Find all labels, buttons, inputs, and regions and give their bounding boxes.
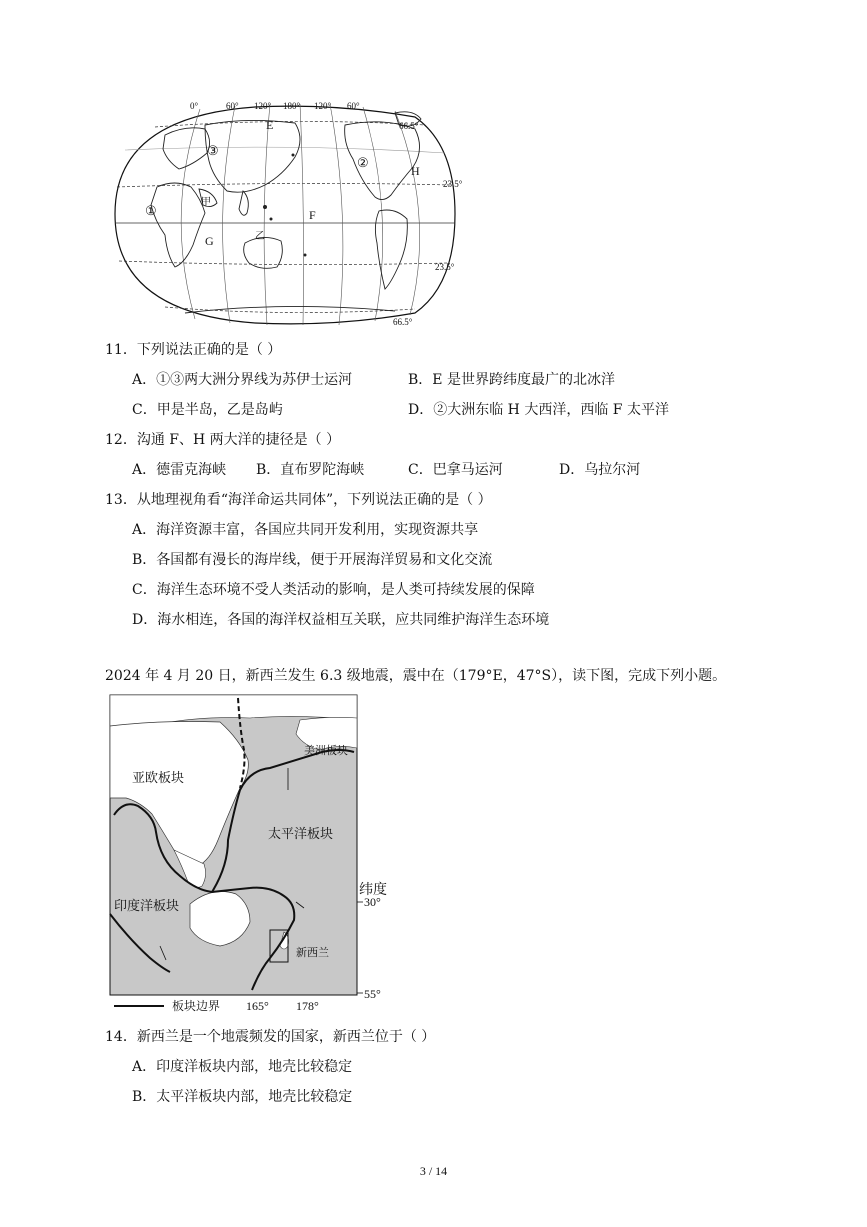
- legend-label: 板块边界: [172, 999, 221, 1012]
- q14-option-b[interactable]: B．太平洋板块内部，地壳比较稳定: [132, 1089, 353, 1105]
- label-lat-30: 30°: [364, 895, 381, 909]
- asia-outline: [205, 120, 300, 192]
- island-dot: [263, 205, 267, 209]
- label-america-plate: 美洲板块: [304, 745, 348, 757]
- label-c3: ③: [207, 143, 219, 158]
- q12-stem: 12．沟通 F、H 两大洋的捷径是（ ）: [105, 432, 341, 448]
- q12-option-c[interactable]: C．巴拿马运河: [408, 462, 503, 478]
- lon-label: 0°: [190, 101, 199, 111]
- q11-option-c[interactable]: C．甲是半岛，乙是岛屿: [132, 402, 283, 418]
- island-dot: [270, 218, 273, 221]
- north-america-outline: [345, 122, 420, 200]
- label-pacific-plate: 太平洋板块: [268, 826, 334, 841]
- meridian-c: [264, 104, 270, 325]
- label-lon-178: 178°: [296, 999, 319, 1012]
- q13-option-a[interactable]: A．海洋资源丰富，各国应共同开发利用，实现资源共享: [132, 522, 479, 538]
- q14-stem: 14．新西兰是一个地震频发的国家，新西兰位于（ ）: [105, 1029, 436, 1045]
- q11-option-d[interactable]: D．②大洲东临 H 大西洋，西临 F 太平洋: [408, 402, 669, 418]
- label-lat-title: 纬度: [359, 883, 387, 898]
- label-c2: ②: [357, 155, 369, 170]
- island-dot: [292, 154, 295, 157]
- label-lon-165: 165°: [246, 999, 269, 1012]
- q13-option-c[interactable]: C．海洋生态环境不受人类活动的影响，是人类可持续发展的保障: [132, 582, 535, 598]
- south-america-outline: [375, 210, 407, 289]
- meridian-d: [300, 104, 304, 325]
- label-e: E: [266, 118, 274, 132]
- lon-label: 120°: [254, 101, 272, 111]
- lat-40-north: [125, 147, 445, 153]
- lat-23-south: [119, 261, 447, 265]
- label-new-zealand: 新西兰: [296, 947, 329, 959]
- q12-option-b[interactable]: B．直布罗陀海峡: [256, 462, 365, 478]
- africa-outline: [151, 183, 205, 267]
- label-yi: 乙: [255, 231, 265, 242]
- indochina-outline: [239, 191, 248, 215]
- lon-label: 180°: [283, 101, 301, 111]
- label-c1: ①: [145, 203, 157, 218]
- q14-option-a[interactable]: A．印度洋板块内部，地壳比较稳定: [132, 1059, 353, 1075]
- q11-stem: 11．下列说法正确的是（ ）: [105, 342, 282, 358]
- island-dot: [304, 254, 307, 257]
- lon-label: 60°: [226, 101, 239, 111]
- lat-label: 23.5°: [435, 262, 455, 272]
- lat-label: 66.5°: [393, 317, 413, 327]
- q12-option-d[interactable]: D．乌拉尔河: [559, 462, 641, 478]
- label-f: F: [309, 208, 316, 222]
- page-number: 3 / 14: [419, 1164, 448, 1178]
- label-eurasia-plate: 亚欧板块: [132, 770, 185, 785]
- q11-option-a[interactable]: A．①③两大洲分界线为苏伊士运河: [132, 372, 353, 388]
- map-outline: [115, 106, 455, 324]
- lat-label: 66.5°: [399, 121, 419, 131]
- lon-label: 120°: [314, 101, 332, 111]
- q13-stem: 13．从地理视角看“海洋命运共同体”，下列说法正确的是（ ）: [105, 492, 492, 508]
- meridian-e: [330, 104, 343, 325]
- world-map: [95, 95, 475, 333]
- lat-label: 23.5°: [443, 179, 463, 189]
- q12-option-a[interactable]: A．德雷克海峡: [132, 462, 227, 478]
- intro-text: 2024 年 4 月 20 日，新西兰发生 6.3 级地震，震中在（179°E，47°S），读下图，完成下列小题。: [105, 668, 727, 684]
- q11-option-b[interactable]: B．E 是世界跨纬度最广的北冰洋: [408, 372, 615, 388]
- meridian-b: [223, 106, 235, 323]
- label-lat-55: 55°: [364, 987, 381, 1001]
- plate-map: [100, 690, 400, 1012]
- q13-option-d[interactable]: D．海水相连，各国的海洋权益相互关联，应共同维护海洋生态环境: [132, 612, 550, 628]
- q13-option-b[interactable]: B．各国都有漫长的海岸线，便于开展海洋贸易和文化交流: [132, 552, 493, 568]
- label-h: H: [411, 164, 420, 178]
- antarctica-outline: [185, 306, 395, 313]
- meridian-f: [363, 107, 383, 321]
- label-indian-plate: 印度洋板块: [114, 898, 180, 913]
- label-jia: 甲: [201, 197, 211, 208]
- label-g: G: [205, 234, 214, 248]
- lon-label: 60°: [347, 101, 360, 111]
- meridian-a: [181, 109, 200, 319]
- australia-outline: [244, 237, 283, 268]
